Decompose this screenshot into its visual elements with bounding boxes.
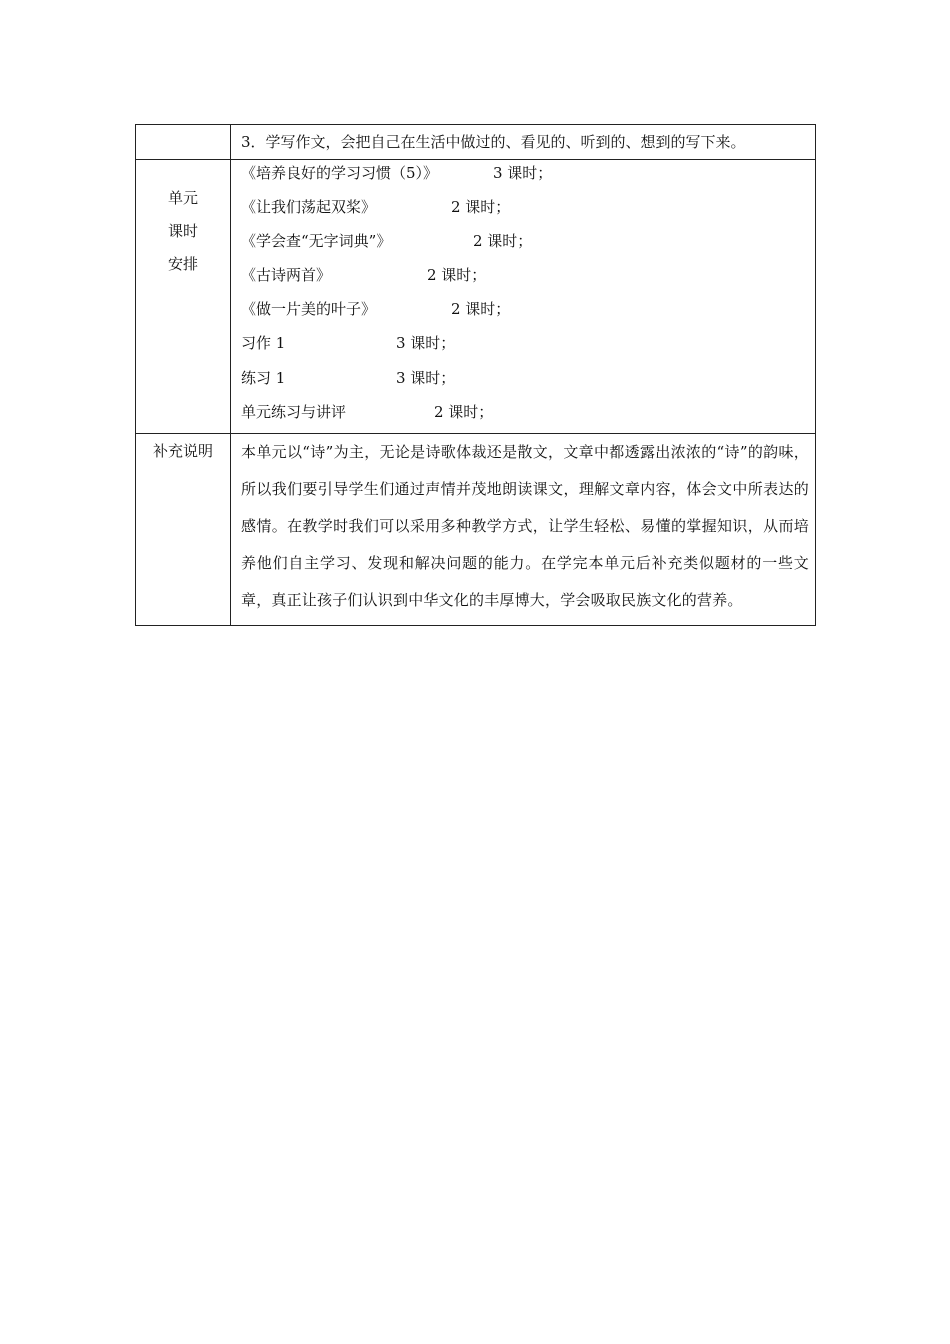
lesson-hours: 2 课时； [473, 232, 533, 251]
schedule-content-cell [231, 160, 816, 434]
schedule-item [241, 399, 809, 433]
schedule-item [241, 160, 809, 194]
schedule-list [241, 160, 809, 433]
notes-label: 补充说明 [152, 441, 213, 460]
schedule-item [241, 296, 809, 330]
notes-content-cell [231, 433, 816, 625]
lesson-hours: 3 课时； [493, 164, 553, 182]
schedule-label-line: 安排 [167, 255, 198, 273]
goal-label-cell [136, 125, 231, 160]
lesson-hours: 2 课时； [434, 402, 494, 421]
lesson-title: 《做一片美的叶子》 [241, 300, 377, 319]
lesson-title: 单元练习与讲评 [241, 402, 347, 421]
goal-row [136, 125, 816, 160]
lesson-hours: 2 课时； [427, 266, 487, 285]
lesson-title: 《培养良好的学习习惯（5）》 [241, 164, 439, 182]
notes-label-cell [136, 433, 231, 625]
lesson-title: 习作 1 [241, 334, 286, 353]
lesson-title: 《学会查“无字词典”》 [241, 232, 392, 251]
lesson-title: 《古诗两首》 [241, 266, 332, 285]
schedule-item [241, 365, 809, 399]
lesson-hours: 3 课时； [396, 334, 456, 353]
schedule-item [241, 194, 809, 228]
unit-plan-table [135, 124, 816, 626]
lesson-title: 《让我们荡起双桨》 [241, 198, 377, 217]
notes-text: 本单元以“诗”为主，无论是诗歌体裁还是散文，文章中都透露出浓浓的“诗”的韵味，所以我们要引导学生们通过声情并茂地朗读课文，理解文章内容，体会文中所表达的感情。在教学时我们可以采用多种教学方式，让学生轻松、易懂的掌握知识，从而培养他们自主学习、发现和解决问题的能力。在学完本单元后补充类似题材的一些文章，真正让孩子们认识到中华文化的丰厚博大，学会吸取民族文化的营养。 [241, 442, 809, 609]
lesson-title: 练习 1 [241, 368, 286, 387]
notes-row [136, 433, 816, 625]
schedule-label-line: 单元 [167, 189, 198, 207]
lesson-hours: 2 课时； [451, 198, 511, 217]
lesson-hours: 3 课时； [396, 368, 456, 387]
schedule-item [241, 330, 809, 364]
schedule-item [241, 262, 809, 296]
schedule-label-cell [136, 160, 231, 434]
lesson-hours: 2 课时； [451, 300, 511, 319]
schedule-row [136, 160, 816, 434]
schedule-label-line: 课时 [167, 222, 198, 240]
goal-content-cell [231, 125, 816, 160]
goal-text: 3．学写作文，会把自己在生活中做过的、看见的、听到的、想到的写下来。 [241, 133, 746, 151]
schedule-item [241, 228, 809, 262]
